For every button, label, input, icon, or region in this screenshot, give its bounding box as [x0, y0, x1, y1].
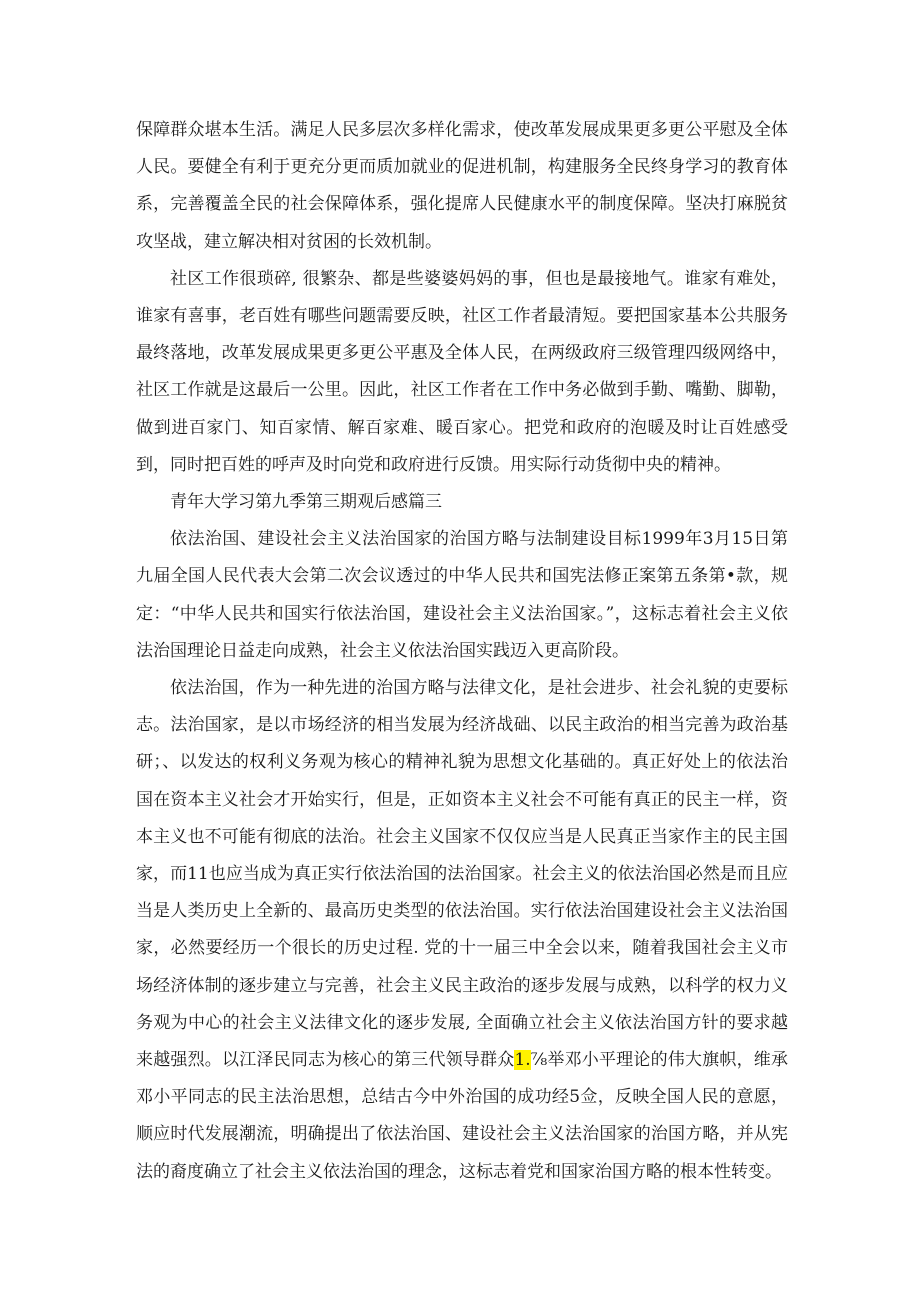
paragraph-4-text-before: 依法治国，作为一种先进的治国方略与法律文化，是社会进步、社会礼貌的吏要标志。法治国家，是以市场经济的相当发展为经济战础、以民主政治的相当完善为政治基研；、以发达的权利义务观为核心的精神礼貌为思想文化基础的。真正好处上的依法治国在资本主义社会才开始实行，但是，正如资本主义社会不可能有真正的民主一样，资本主义也不可能有彻底的法治。社会主义国家不仅仅应当是人民真正当家作主的民主国家，而11也应当成为真正实行依法治国的法治国家。社会主义的依法治国必然是而且应当是人类历史上全新的、最高历史类型的依法治国。实行依法治国建设社会主义法治国家，必然要经历一个很长的历史过程. 党的十一届三中全会以来，随着我国社会主义市场经济体制的逐步建立与完善，社会主义民主政治的逐步发展与成熟，以科学的权力义务观为中心的社会主义法律文化的逐步发展, 全面确立社会主义依法治国方针的要求越来越强烈。以江泽民同志为核心的第三代领导群众 [136, 678, 788, 1071]
section-heading: 青年大学习第九季第三期观后感篇三 [170, 492, 442, 513]
paragraph-2: 社区工作很琐碎, 很繁杂、都是些婆婆妈妈的事，但也是最接地气。谁家有难处，谁家有喜事，老百姓有哪些问题需要反映，社区工作者最清短。要把国家基本公共服务最终落地，改革发展成果更多更公平惠及全体人民，在两级政府三级管理四级网络中，社区工作就是这最后一公里。因此，社区工作者在工作中务必做到手勤、嘴勤、脚勒，做到进百家门、知百家情、解百家难、暖百家心。把党和政府的泡暖及时让百姓感受到，同时把百姓的呼声及时向党和政府进行反馈。用实际行动货彻中央的精神。 [136, 268, 788, 475]
paragraph-4 [136, 670, 788, 1191]
document-page [136, 112, 788, 1191]
highlighted-text: 1. [514, 1050, 531, 1071]
paragraph-4-text-after: ⅞举邓小平理论的伟大旗帜，维承邓小平同志的民主法治思想，总结古今中外治国的成功经5佥，反映全国人民的意愿，顺应时代发展潮流，明确提出了依法治国、建设社会主义法治国家的治国方略，并从宪法的裔度确立了社会主义依法治国的理念，这标志着党和国家治国方略的根本性转变。 [136, 1050, 788, 1182]
paragraph-1: 保障群众堪本生活。满足人民多层次多样化需求，使改革发展成果更多更公平慰及全体人民。要健全有利于更充分更而质加就业的促进机制，构建服务全民终身学习的教育体系，完善覆盖全民的社会保障体系，强化提席人民健康水平的制度保障。坚决打麻脱贫攻坚战，建立解决相对贫困的长效机制。 [136, 120, 788, 252]
paragraph-3: 依法治国、建设社会主义法治国家的治国方略与法制建设目标1999年3月15日第九届全国人民代表大会第二次会议透过的中华人民共和国宪法修正案第五条第•款，规定：“中华人民共和国实行依法治国，建设社会主义法治国家。”，这标志着社会主义依法治国理论日益走向成熟，社会主义依法治国实践迈入更高阶段。 [136, 529, 788, 661]
